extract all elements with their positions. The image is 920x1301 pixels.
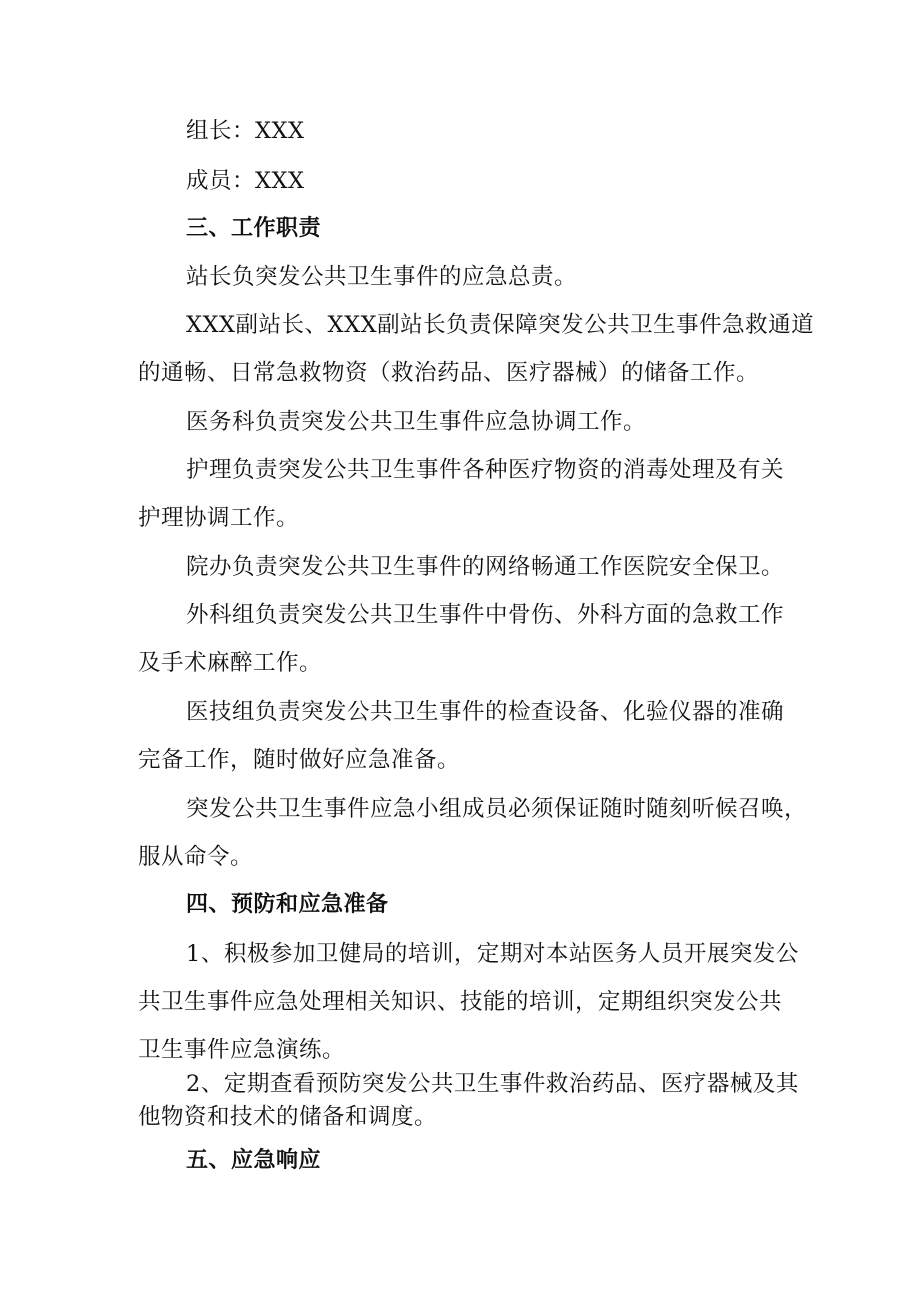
duty-paragraph: XXX副站长、XXX副站长负责保障突发公共卫生事件急救通道 xyxy=(186,312,815,338)
duty-paragraph: 院办负责突发公共卫生事件的网络畅通工作医院安全保卫。 xyxy=(186,554,785,580)
leader-line: 组长：XXX xyxy=(186,118,305,144)
duty-paragraph-continuation: 及手术麻醉工作。 xyxy=(138,650,323,676)
preparation-item-continuation: 共卫生事件应急处理相关知识、技能的培训，定期组织突发公共 xyxy=(138,989,783,1015)
preparation-item-continuation: 他物资和技术的储备和调度。 xyxy=(138,1104,438,1130)
duty-paragraph: 突发公共卫生事件应急小组成员必须保证随时随刻听候召唤， xyxy=(186,796,808,822)
duty-paragraph-continuation: 服从命令。 xyxy=(138,844,254,870)
duty-paragraph-continuation: 的通畅、日常急救物资（救治药品、医疗器械）的储备工作。 xyxy=(138,360,760,386)
preparation-item: 2、定期查看预防突发公共卫生事件救治药品、医疗器械及其 xyxy=(186,1071,799,1097)
preparation-item: 1、积极参加卫健局的培训，定期对本站医务人员开展突发公 xyxy=(186,941,799,967)
duty-paragraph: 站长负突发公共卫生事件的应急总责。 xyxy=(186,264,578,290)
members-line: 成员：XXX xyxy=(186,168,305,194)
duty-paragraph: 护理负责突发公共卫生事件各种医疗物资的消毒处理及有关 xyxy=(186,457,785,483)
section-heading-duties: 三、工作职责 xyxy=(186,216,322,241)
duty-paragraph-continuation: 完备工作，随时做好应急准备。 xyxy=(138,747,461,773)
section-heading-preparation: 四、预防和应急准备 xyxy=(186,892,389,917)
duty-paragraph: 外科组负责突发公共卫生事件中骨伤、外科方面的急救工作 xyxy=(186,602,785,628)
duty-paragraph: 医技组负责突发公共卫生事件的检查设备、化验仪器的准确 xyxy=(186,699,785,725)
section-heading-response: 五、应急响应 xyxy=(186,1148,322,1173)
preparation-item-continuation: 卫生事件应急演练。 xyxy=(138,1037,346,1063)
duty-paragraph: 医务科负责突发公共卫生事件应急协调工作。 xyxy=(186,409,647,435)
duty-paragraph-continuation: 护理协调工作。 xyxy=(138,505,300,531)
